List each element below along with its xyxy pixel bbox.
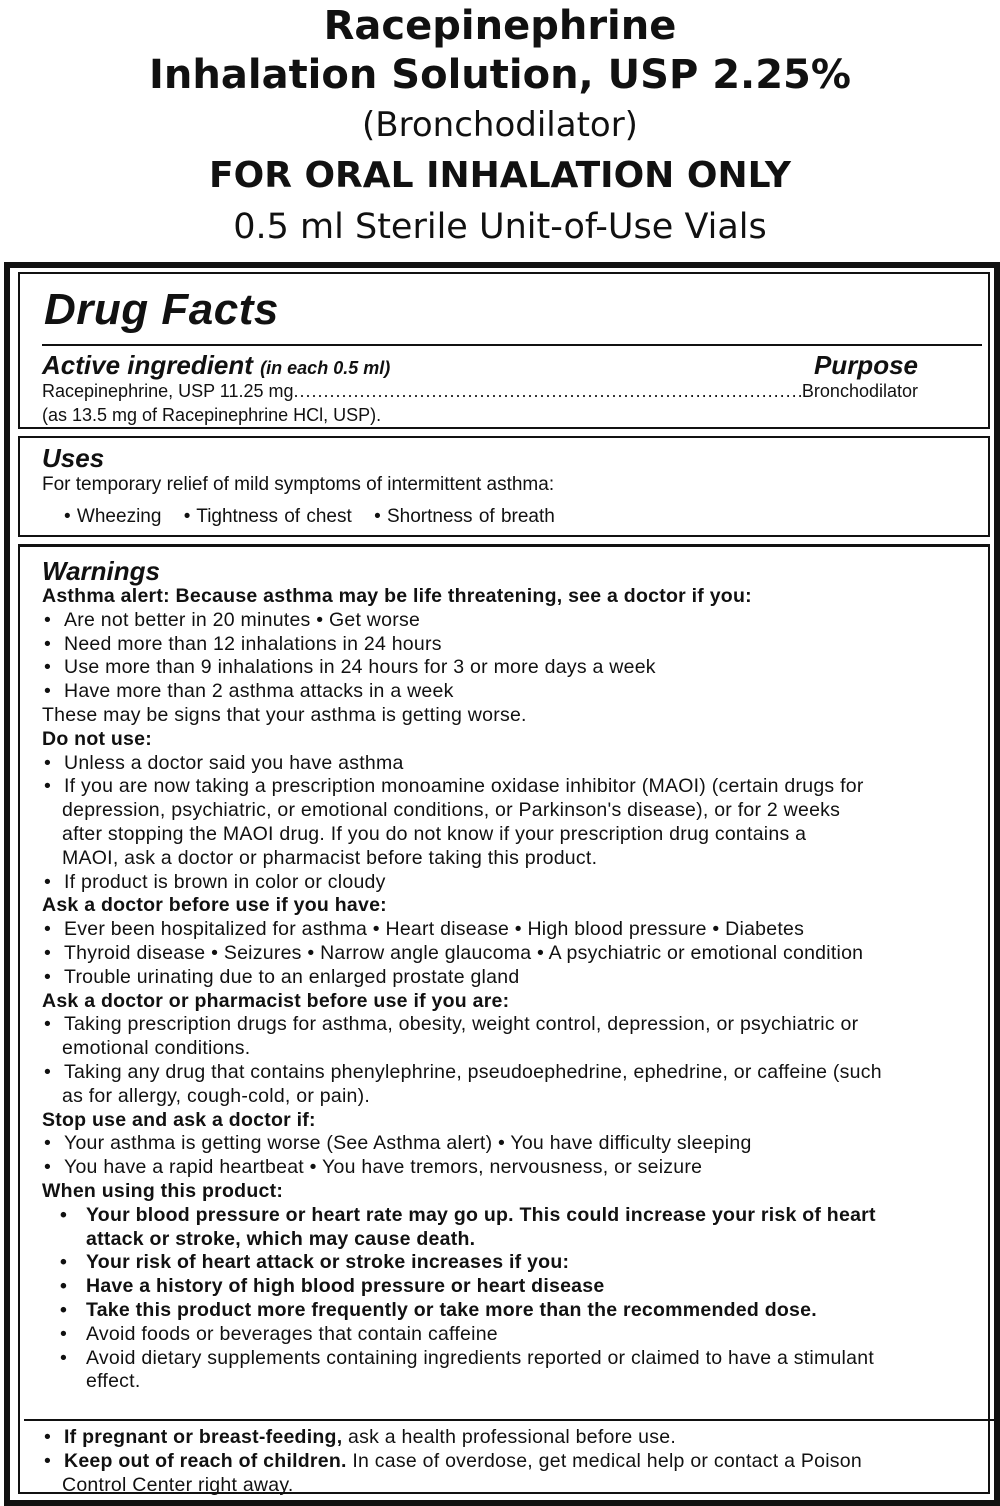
active-ingredient-label: Active ingredient — [42, 350, 253, 380]
do-not-use-heading: Do not use: — [42, 727, 152, 750]
list-item: • Take this product more frequently or take more than the recommended dose. — [60, 1298, 817, 1321]
product-class: (Bronchodilator) — [362, 105, 638, 145]
product-header — [0, 0, 1000, 258]
list-item: • Have more than 2 asthma attacks in a week — [44, 680, 454, 703]
list-item: • Your risk of heart attack or stroke increases if you: — [60, 1251, 570, 1274]
asthma-note: These may be signs that your asthma is getting worse. — [42, 703, 527, 726]
list-item-continued: Control Center right away. — [62, 1474, 294, 1496]
ask-doctor-heading: Ask a doctor before use if you have: — [42, 894, 387, 917]
ingredient-name: Racepinephrine, USP 11.25 mg — [42, 381, 294, 401]
list-item-continued: after stopping the MAOI drug. If you do not know if your prescription drug contains a — [62, 822, 807, 845]
children-warning-lead: Keep out of reach of children. — [64, 1450, 347, 1472]
list-item: • Trouble urinating due to an enlarged prostate gland — [44, 965, 520, 988]
list-item: • Your asthma is getting worse (See Asthma alert) • You have difficulty sleeping — [44, 1132, 752, 1155]
list-item: • Tightness of chest — [183, 506, 352, 527]
warnings-panel — [18, 544, 990, 1494]
uses-heading: Uses — [42, 443, 105, 473]
asthma-alert-heading: Asthma alert: Because asthma may be life threatening, see a doctor if you: — [42, 585, 752, 607]
list-item: • Need more than 12 inhalations in 24 hours — [44, 632, 442, 655]
active-ingredient-heading — [42, 350, 390, 381]
list-item: • If pregnant or breast-feeding, ask a health professional before use. — [44, 1426, 676, 1448]
list-item: • If you are now taking a prescription monoamine oxidase inhibitor (MAOI) (certain drugs for — [44, 775, 864, 798]
ask-pharmacist-heading: Ask a doctor or pharmacist before use if you are: — [42, 989, 510, 1012]
pregnancy-warning-lead: If pregnant or breast-feeding, — [64, 1426, 343, 1448]
list-item: • Taking prescription drugs for asthma, obesity, weight control, depression, or psychiatric or — [44, 1013, 859, 1036]
list-item: • Avoid foods or beverages that contain caffeine — [60, 1322, 498, 1345]
uses-panel — [18, 436, 990, 537]
list-item: • Have a history of high blood pressure or heart disease — [60, 1275, 605, 1298]
leader-dots — [294, 380, 802, 402]
stop-use-heading: Stop use and ask a doctor if: — [42, 1108, 316, 1131]
active-ingredient-panel — [18, 272, 990, 429]
uses-text: For temporary relief of mild symptoms of intermittent asthma: — [42, 474, 555, 495]
list-item: • You have a rapid heartbeat • You have tremors, nervousness, or seizure — [44, 1156, 703, 1179]
uses-symptom-list — [42, 498, 988, 530]
list-item-continued: as for allergy, cough-cold, or pain). — [62, 1084, 371, 1107]
list-item: • Unless a doctor said you have asthma — [44, 751, 404, 774]
pregnancy-warning-text: ask a health professional before use. — [342, 1426, 676, 1448]
list-item: • Keep out of reach of children. In case of overdose, get medical help or contact a Poison — [44, 1450, 862, 1472]
list-item: • Your blood pressure or heart rate may go up. This could increase your risk of heart — [60, 1203, 876, 1226]
warnings-divider — [24, 1419, 994, 1421]
list-item-continued: effect. — [86, 1370, 141, 1393]
drug-facts-title: Drug Facts — [44, 285, 279, 334]
general-warnings — [42, 1425, 862, 1497]
list-item-continued: MAOI, ask a doctor or pharmacist before taking this product. — [62, 846, 598, 869]
active-ingredient-note: (in each 0.5 ml) — [260, 358, 391, 378]
package-description: 0.5 ml Sterile Unit-of-Use Vials — [233, 207, 767, 247]
list-item: • If product is brown in color or cloudy — [44, 870, 386, 893]
ingredient-row — [42, 380, 918, 402]
when-using-heading: When using this product: — [42, 1179, 284, 1202]
list-item: • Use more than 9 inhalations in 24 hours for 3 or more days a week — [44, 656, 656, 679]
list-item: • Taking any drug that contains phenylephrine, pseudoephedrine, ephedrine, or caffeine (such — [44, 1060, 882, 1083]
list-item-continued: emotional conditions. — [62, 1037, 251, 1060]
list-item: • Thyroid disease • Seizures • Narrow angle glaucoma • A psychiatric or emotional condition — [44, 941, 864, 964]
list-item: • Wheezing — [64, 506, 162, 527]
ingredient-note: (as 13.5 mg of Racepinephrine HCl, USP). — [42, 405, 382, 425]
list-item: • Shortness of breath — [374, 506, 555, 527]
list-item-continued: attack or stroke, which may cause death. — [86, 1227, 476, 1250]
purpose-heading: Purpose — [813, 350, 918, 380]
list-item: • Are not better in 20 minutes • Get worse — [44, 608, 421, 631]
drug-facts-box — [4, 262, 1000, 1506]
list-item-continued: depression, psychiatric, or emotional conditions, or Parkinson's disease), or for 2 weeks — [62, 799, 841, 822]
list-item: • Ever been hospitalized for asthma • Heart disease • High blood pressure • Diabetes — [44, 918, 805, 941]
ingredient-purpose: Bronchodilator — [801, 381, 918, 401]
warnings-heading: Warnings — [42, 556, 160, 586]
product-name: Racepinephrine — [323, 3, 677, 49]
route-warning: FOR ORAL INHALATION ONLY — [209, 155, 791, 196]
product-form: Inhalation Solution, USP 2.25% — [149, 52, 851, 98]
title-divider — [42, 344, 982, 346]
list-item: • Avoid dietary supplements containing ingredients reported or claimed to have a stimulant — [60, 1346, 874, 1369]
children-warning-text: In case of overdose, get medical help or contact a Poison — [346, 1450, 862, 1472]
